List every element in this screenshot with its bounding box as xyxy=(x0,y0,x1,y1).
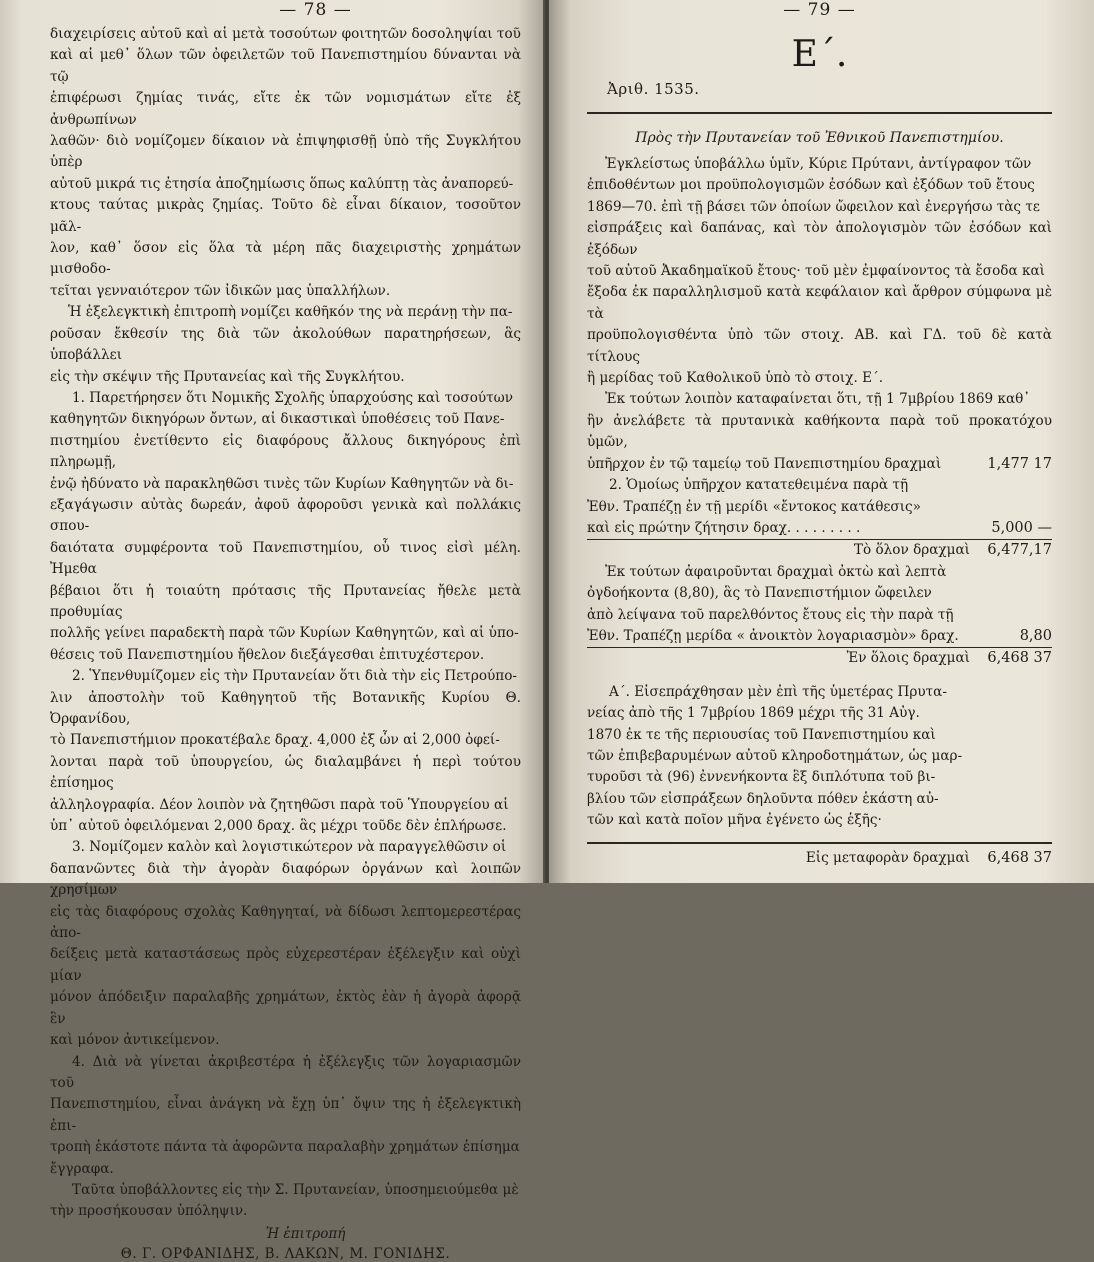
text-line: 2. Ὁμοίως ὑπῆρχον κατατεθειμένα παρὰ τῇ xyxy=(609,477,909,494)
deposit-amount: 5,000 — xyxy=(991,519,1052,536)
total-amount: 6,477,17 xyxy=(987,542,1052,559)
text-line: Ταῦτα ὑποβάλλοντες εἰς τὴν Σ. Πρυτανείαν, ὑποσημειούμεθα μὲ xyxy=(72,1181,519,1198)
address-line: Πρὸς τὴν Πρυτανείαν τοῦ Ἐθνικοῦ Πανεπιστημίου. xyxy=(635,130,1004,146)
text-line: καὶ αἱ μεθ᾿ ὅλων τῶν ὀφειλετῶν τοῦ Πανεπιστημίου δύνανται νὰ τῷ xyxy=(50,47,521,85)
deposit-label: καὶ εἰς πρώτην ζήτησιν δραχ. . . . . . . . . xyxy=(587,519,861,536)
deduct-amount: 8,80 xyxy=(1019,627,1052,644)
text-line: τὴν προσήκουσαν ὑπόληψιν. xyxy=(50,1203,248,1220)
net-row xyxy=(587,647,1052,669)
text-line: 4. Διὰ νὰ γίνεται ἀκριβεστέρα ἡ ἐξέλεγξις τῶν λογαριασμῶν τοῦ xyxy=(50,1053,521,1091)
text-line: τοῦ αὐτοῦ Ἀκαδημαϊκοῦ ἔτους· τοῦ μὲν ἐμφαίνοντος τὰ ἔσοδα καὶ xyxy=(587,263,1045,280)
page-number-left: — 78 — xyxy=(279,0,352,20)
text-line: ὀγδοήκοντα (8,80), ἃς τὸ Πανεπιστήμιον ὤφειλεν xyxy=(587,585,932,602)
text-line: βλίου τῶν εἰσπράξεων δηλοῦντα πόθεν ἑκάστη αὐ- xyxy=(587,790,939,807)
text-line: πολλῆς γείνει παραδεκτὴ παρὰ τῶν Κυρίων Καθηγητῶν, καὶ αἱ ὑπο- xyxy=(50,625,519,642)
text-line: Πανεπιστημίου, εἶναι ἀνάγκη νὰ ἔχῃ ὑπ᾿ ὄψιν της ἡ ἐξελεγκτικὴ ἐπι- xyxy=(50,1096,521,1134)
total-row xyxy=(587,539,1052,561)
text-line: ἔξοδα ἐκ παραλληλισμοῦ κατὰ κεφάλαιον καὶ ἄρθρον σύμφωνα μὲ τὰ xyxy=(587,284,1052,322)
text-line: καὶ μόνον ἀντικείμενον. xyxy=(50,1032,220,1049)
text-line: ἣν ἀνελάβετε τὰ πρυτανικὰ καθήκοντα παρὰ τοῦ προκατόχου ὑμῶν, xyxy=(587,412,1052,451)
text-line: ἔγγραφα. xyxy=(50,1160,114,1177)
text-line: ὑπ᾿ αὐτοῦ ὀφειλόμεναι 2,000 δραχ. ἃς μέχρι τοῦδε δὲν ἐπλήρωσε. xyxy=(50,818,507,835)
carry-label: Εἰς μεταφορὰν δραχμαὶ xyxy=(805,849,970,866)
text-line: 2. Ὑπενθυμίζομεν εἰς τὴν Πρυτανείαν ὅτι διὰ τὴν εἰς Πετρούπο- xyxy=(72,668,517,685)
text-line: 3. Νομίζομεν καλὸν καὶ λογιστικώτερον νὰ παραγγελθῶσιν οἱ xyxy=(72,839,507,856)
right-page xyxy=(549,0,1094,883)
text-line: ἢ μερίδας τοῦ Καθολικοῦ ὑπὸ τὸ στοιχ. Ε΄. xyxy=(587,370,884,387)
text-line: λιν ἀποστολὴν τοῦ Καθηγητοῦ τῆς Βοτανικῆς Κυρίου Θ. Ὀρφανίδου, xyxy=(50,689,521,727)
text-line: αὐτοῦ μικρά τις ἐτησία ἀποζημίωσις ὅπως καλύπτῃ τὰς ἀναπορεύ- xyxy=(50,175,514,192)
text-line: Ἐθν. Τραπέζῃ ἐν τῇ μερίδι «ἔντοκος κατάθεσις» xyxy=(587,498,921,515)
text-line: ἀλληλογραφία. Δέον λοιπὸν νὰ ζητηθῶσι παρὰ τοῦ Ὑπουργείου αἱ xyxy=(50,796,509,813)
text-line: τὸ Πανεπιστήμιον προκατέβαλε δραχ. 4,000 ἐξ ὧν αἱ 2,000 ὀφεί- xyxy=(50,732,500,749)
cash-amount: 1,477 17 xyxy=(987,455,1052,472)
text-line: ἐπιδοθέντων μοι προϋπολογισμῶν ἐσόδων καὶ ἐξόδων τοῦ ἔτους xyxy=(587,177,1035,194)
cash-row xyxy=(587,454,1052,475)
text-line: καθηγητῶν δικηγόρων ὄντων, αἱ δικαστικαὶ ὑποθέσεις τοῦ Πανε- xyxy=(50,411,505,428)
text-line: 1870 ἐκ τε τῆς περιουσίας τοῦ Πανεπιστημίου καὶ xyxy=(587,726,936,743)
text-line: ροῦσαν ἔκθεσίν της διὰ τῶν ἀκολούθων παρατηρήσεων, ἃς ὑποβάλλει xyxy=(50,325,521,364)
divider xyxy=(587,842,1052,844)
page-number-right: — 79 — xyxy=(783,0,856,20)
text-line: Ἡ ἐξελεγκτικὴ ἐπιτροπὴ νομίζει καθῆκόν της νὰ περάνῃ τὴν πα- xyxy=(68,304,513,321)
text-line: μόνον ἀπόδειξιν παραλαβῆς χρημάτων, ἐκτὸς ἐὰν ἡ ἀγορὰ ἀφορᾷ ἓν xyxy=(50,989,521,1027)
text-line: ἐπιφέρωσι ζημίας τινάς, εἴτε ἐκ τῶν νομισμάτων εἴτε ἐξ ἀνθρωπίνων xyxy=(50,90,521,128)
text-line: Α΄. Εἰσεπράχθησαν μὲν ἐπὶ τῆς ὑμετέρας Πρυτα- xyxy=(609,683,947,700)
deduct-row xyxy=(587,626,1052,647)
deposit-row xyxy=(587,518,1052,539)
text-line: λαθῶν· διὸ νομίζομεν δίκαιον νὰ ἐπιψηφισθῇ ὑπὸ τῆς Συγκλήτου ὑπὲρ xyxy=(50,133,521,171)
text-line: δείξεις μετὰ καταστάσεως πρὸς εὐχερεστέραν ἐξέλεγξιν καὶ οὐχὶ μίαν xyxy=(50,946,521,984)
left-page xyxy=(0,0,545,1262)
text-line: δαπανῶντες διὰ τὴν ἀγορὰν διαφόρων ὀργάνων καὶ λοιπῶν χρησίμων xyxy=(50,860,521,899)
total-label: Τὸ ὅλον δραχμαὶ xyxy=(853,542,970,559)
section-letter: Ε΄. xyxy=(791,34,848,75)
net-label: Ἐν ὅλοις δραχμαὶ xyxy=(846,650,970,667)
text-line: λονται παρὰ τοῦ ὑπουργείου, ὡς διαλαμβάνει ἡ περὶ τούτου ἐπίσημος xyxy=(50,753,521,792)
text-line: τροπὴ ἑκάστοτε πάντα τὰ ἀφορῶντα παραλαβὴν χρημάτων ἐπίσημα xyxy=(50,1139,520,1156)
text-line: εἰσπράξεις καὶ δαπάνας, καὶ τὸν ἀπολογισμὸν τῶν ἐσόδων καὶ ἐξόδων xyxy=(587,220,1052,258)
cash-label: ὑπῆρχον ἐν τῷ ταμείῳ τοῦ Πανεπιστημίου δραχμαὶ xyxy=(587,455,942,472)
text-line: δαιότατα συμφέροντα τοῦ Πανεπιστημίου, οὗ τινος εἰσὶ μέλη. Ἠμεθα xyxy=(50,539,521,578)
spacer xyxy=(587,670,1052,682)
divider xyxy=(587,112,1052,114)
text-line: νείας ἀπὸ τῆς 1 7μβρίου 1869 μέχρι τῆς 31 Αὐγ. xyxy=(587,705,920,722)
text-line: Ἐγκλείστως ὑποβάλλω ὑμῖν, Κύριε Πρύτανι, ἀντίγραφον τῶν xyxy=(605,156,1032,172)
left-body xyxy=(50,24,521,1223)
signatory-names: Θ. Γ. ΟΡΦΑΝΙΔΗΣ, Β. ΛΑΚΩΝ, Μ. ΓΟΝΙΔΗΣ. xyxy=(120,1245,451,1262)
deduct-label: Ἐθν. Τραπέζῃ μερίδα « ἀνοικτὸν λογαριασμὸν» δραχ. xyxy=(587,627,959,644)
text-line: 1869—70. ἐπὶ τῇ βάσει τῶν ὁποίων ὤφειλον καὶ ἐνεργήσω τὰς τε xyxy=(587,198,1040,215)
text-line: εἰς τὴν σκέψιν τῆς Πρυτανείας καὶ τῆς Συγκλήτου. xyxy=(50,368,405,385)
text-line: εἰς τὰς διαφόρους σχολὰς Καθηγηταί, νὰ δίδωσι λεπτομερεστέρας ἀπο- xyxy=(50,903,521,942)
text-line: Ἐκ τούτων ἀφαιροῦνται δραχμαὶ ὀκτὼ καὶ λεπτὰ xyxy=(605,563,947,580)
text-line: προϋπολογισθέντα ὑπὸ τῶν στοιχ. ΑΒ. καὶ ΓΔ. τοῦ δὲ κατὰ τίτλους xyxy=(587,327,1052,365)
signer: Ἡ ἐπιτροπή xyxy=(265,1225,346,1242)
text-line: διαχειρίσεις αὐτοῦ καὶ αἱ μετὰ τοσούτων φοιτητῶν δοσοληψίαι τοῦ xyxy=(50,26,521,42)
text-line: τῶν καὶ κατὰ ποῖον μῆνα ἐγένετο ὡς ἑξῆς· xyxy=(587,812,882,829)
net-amount: 6,468 37 xyxy=(987,650,1052,667)
carry-amount: 6,468 37 xyxy=(987,849,1052,866)
text-line: ἀπὸ λείψανα τοῦ παρελθόντος ἔτους εἰς τὴν παρὰ τῇ xyxy=(587,606,954,623)
text-line: τῶν ἐπιβεβαρυμένων αὐτοῦ κληροδοτημάτων, ὡς μαρ- xyxy=(587,747,963,764)
text-line: θέσεις τοῦ Πανεπιστημίου ἤθελον διεξάγεσθαι ἐπιτυχέστερον. xyxy=(50,646,485,663)
text-line: κτους ταύτας μικρὰς ζημίας. Τοῦτο δὲ εἶναι δίκαιον, τοσοῦτον μᾶλ- xyxy=(50,197,521,235)
right-body xyxy=(587,154,1052,869)
text-line: εξαγάγωσιν αὐτὰς δωρεάν, ἀφοῦ ἀφοροῦσι γενικὰ καὶ πολλάκις σπου- xyxy=(50,496,521,535)
text-line: τεῖται γενναιότερον τῶν ἰδικῶν μας ὑπαλλήλων. xyxy=(50,282,391,299)
text-line: ἐνῷ ἠδύνατο νὰ παρακληθῶσι τινὲς τῶν Κυρίων Καθηγητῶν νὰ δι- xyxy=(50,475,514,492)
text-line: Ἐκ τούτων λοιπὸν καταφαίνεται ὅτι, τῇ 1 7μβρίου 1869 καθ᾿ xyxy=(605,391,1031,408)
text-line: βέβαιοι ὅτι ἡ τοιαύτη πρότασις τῆς Πρυτανείας ἤθελε μετὰ προθυμίας xyxy=(50,582,521,620)
text-line: 1. Παρετήρησεν ὅτι Νομικῆς Σχολῆς ὑπαρχούσης καὶ τοσούτων xyxy=(72,389,514,406)
text-line: πιστημίου ἐνετίθεντο εἰς διαφόρους ἄλλους δικηγόρους ἐπὶ πληρωμῇ, xyxy=(50,432,521,471)
carry-row xyxy=(587,848,1052,869)
document-number: Ἀριθ. 1535. xyxy=(607,80,700,98)
text-line: λον, καθ᾿ ὅσον εἰς ὅλα τὰ μέρη πᾶς διαχειριστὴς χρημάτων μισθοδο- xyxy=(50,240,521,278)
text-line: τυροῦσι τὰ (96) ἐννενήκοντα ἓξ διπλότυπα τοῦ βι- xyxy=(587,769,936,786)
